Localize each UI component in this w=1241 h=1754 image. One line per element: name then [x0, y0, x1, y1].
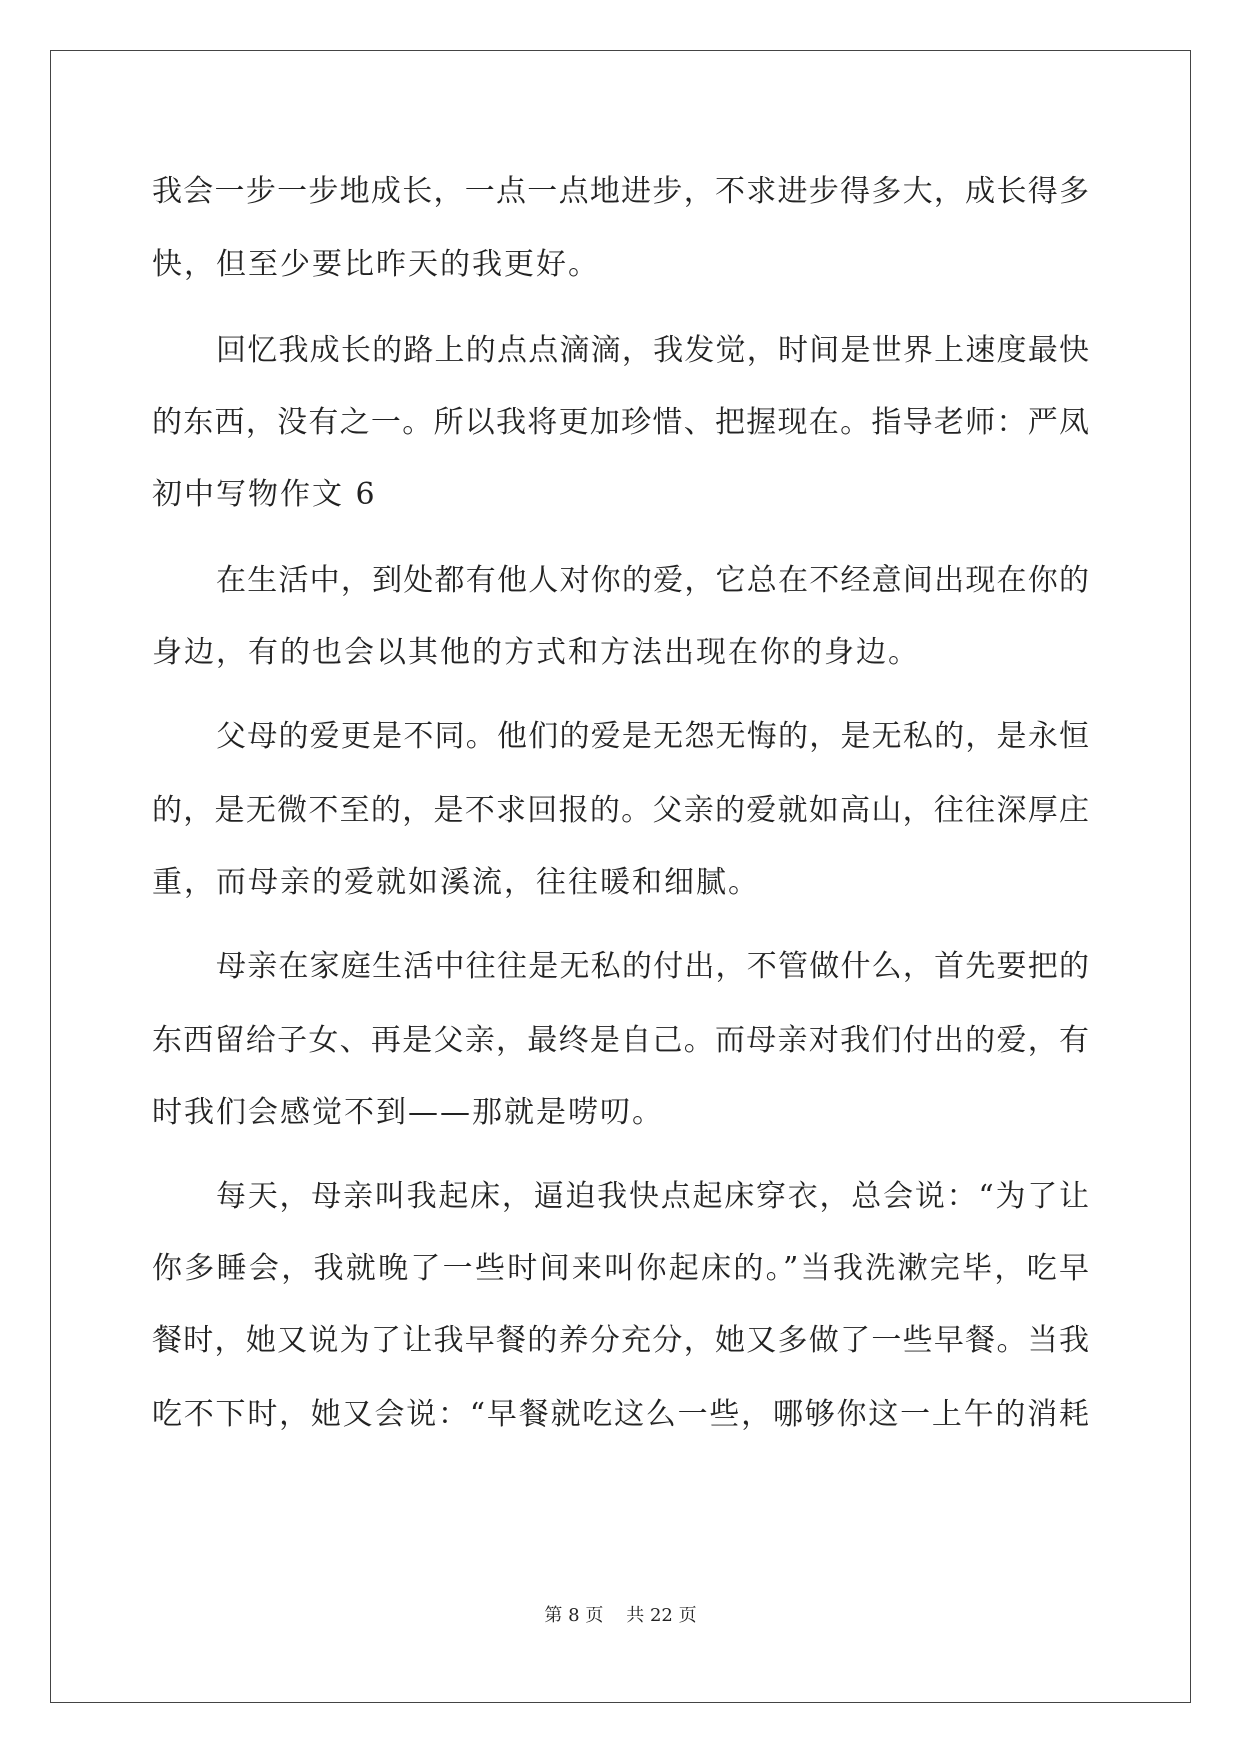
text-line-7: 身边，有的也会以其他的方式和方法出现在你的身边。	[152, 635, 920, 670]
page-total: 共 22 页	[626, 1605, 697, 1626]
text-line-8: 父母的爱更是不同。他们的爱是无怨无悔的，是无私的，是永恒	[216, 719, 1089, 754]
text-line-1: 我会一步一步地成长，一点一点地进步，不求进步得多大，成长得多	[152, 174, 1089, 209]
text-line-3: 回忆我成长的路上的点点滴滴，我发觉，时间是世界上速度最快	[216, 333, 1089, 368]
text-line-9: 的，是无微不至的，是不求回报的。父亲的爱就如高山，往往深厚庄	[152, 793, 1089, 828]
text-line-2: 快，但至少要比昨天的我更好。	[152, 247, 600, 282]
text-line-16: 餐时，她又说为了让我早餐的养分充分，她又多做了一些早餐。当我	[152, 1323, 1089, 1358]
text-line-15: 你多睡会，我就晚了一些时间来叫你起床的。”当我洗漱完毕，吃早	[152, 1251, 1089, 1286]
text-line-11: 母亲在家庭生活中往往是无私的付出，不管做什么，首先要把的	[216, 949, 1089, 984]
text-line-14: 每天，母亲叫我起床，逼迫我快点起床穿衣，总会说：“为了让	[216, 1179, 1089, 1214]
text-line-13: 时我们会感觉不到——那就是唠叨。	[152, 1095, 664, 1130]
section-heading: 初中写物作文 6	[152, 477, 377, 512]
text-line-4: 的东西，没有之一。所以我将更加珍惜、把握现在。指导老师：严凤	[152, 405, 1089, 440]
text-line-10: 重，而母亲的爱就如溪流，往往暖和细腻。	[152, 865, 760, 900]
page-number: 第 8 页	[544, 1605, 604, 1626]
page-footer	[0, 1604, 1241, 1628]
text-line-12: 东西留给子女、再是父亲，最终是自己。而母亲对我们付出的爱，有	[152, 1023, 1089, 1058]
text-line-6: 在生活中，到处都有他人对你的爱，它总在不经意间出现在你的	[216, 563, 1089, 598]
text-line-17: 吃不下时，她又会说：“早餐就吃这么一些，哪够你这一上午的消耗	[152, 1397, 1089, 1432]
